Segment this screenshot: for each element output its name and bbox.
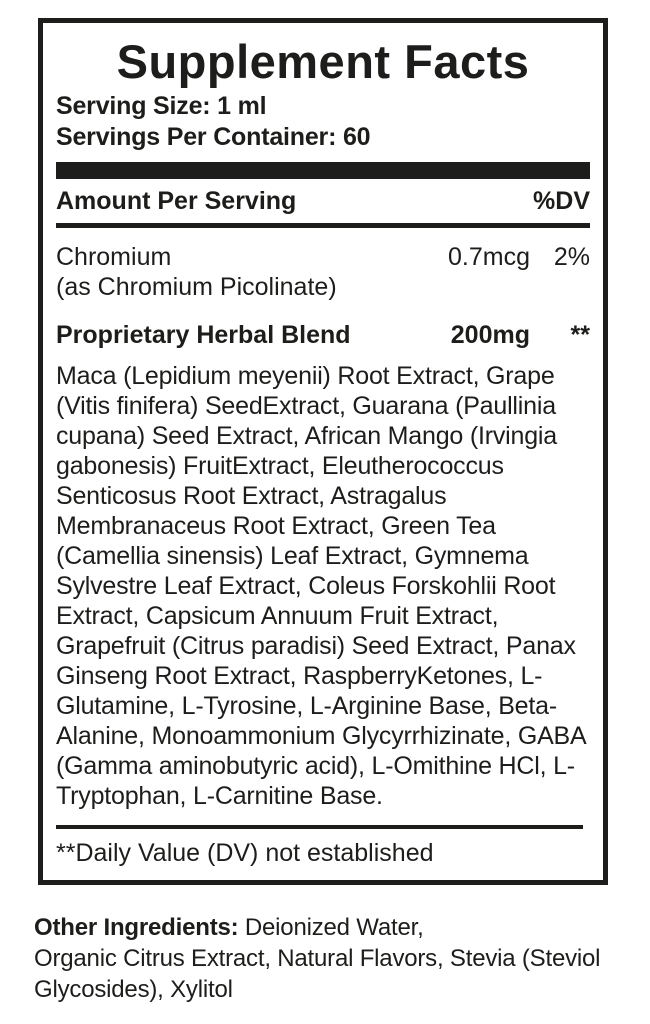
- nutrient-form-text: (as Chromium Picolinate): [56, 273, 337, 301]
- footnote-divider-line: [56, 825, 583, 829]
- nutrient-name: [56, 242, 448, 302]
- other-ingredients-rest: Organic Citrus Extract, Natural Flavors, Stevia (Steviol Glycosides), Xylitol: [34, 945, 601, 1003]
- other-ingredients-label: Other Ingredients:: [34, 914, 239, 941]
- thin-divider-line: [56, 223, 590, 228]
- amount-per-serving-label: Amount Per Serving: [56, 187, 297, 215]
- nutrient-name-text: Chromium: [56, 243, 172, 271]
- supplement-facts-panel: [38, 18, 608, 885]
- other-ingredients-section: [34, 912, 620, 1005]
- blend-ingredients-paragraph: Maca (Lepidium meyenii) Root Extract, Grape (Vitis finifera) SeedExtract, Guarana (Paullinia cupana) Seed Extract, African Mango (Irvingia gabonesis) FruitExtract, Eleutherococcus Senticosus Root Extract, Astragalus Membranaceus Root Extract, Green Tea (Camellia sinensis) Leaf Extract, Gymnema Sylvestre Leaf Extract, Coleus Forskohlii Root Extract, Capsicum Annuum Fruit Extract, Grapefruit (Citrus paradisi) Seed Extract, Panax Ginseng Root Extract, RaspberryKetones, L-Glutamine, L-Tyrosine, L-Arginine Base, Beta-Alanine, Monoammonium Glycyrrhizinate, GABA (Gamma aminobutyric acid), L-Omithine HCl, L-Tryptophan, L-Carnitine Base.: [56, 362, 586, 810]
- nutrient-row-proprietary-blend: [56, 320, 590, 350]
- serving-size: Serving Size: 1 ml: [56, 92, 267, 120]
- thick-divider-bar: [56, 162, 590, 179]
- nutrient-dv: 2%: [553, 243, 590, 271]
- other-ingredients-line1: Deionized Water,: [244, 914, 424, 941]
- daily-value-footnote: **Daily Value (DV) not established: [56, 839, 434, 867]
- panel-title: Supplement Facts: [116, 35, 530, 88]
- amount-per-serving-header-row: [56, 186, 590, 216]
- nutrient-row-chromium: [56, 242, 590, 302]
- servings-per-container: Servings Per Container: 60: [56, 123, 371, 151]
- nutrient-amount: 0.7mcg: [448, 243, 530, 271]
- blend-name: Proprietary Herbal Blend: [56, 321, 351, 349]
- blend-dv-asterisks: **: [570, 321, 590, 349]
- blend-amount: 200mg: [450, 321, 530, 349]
- dv-header-label: %DV: [533, 187, 590, 215]
